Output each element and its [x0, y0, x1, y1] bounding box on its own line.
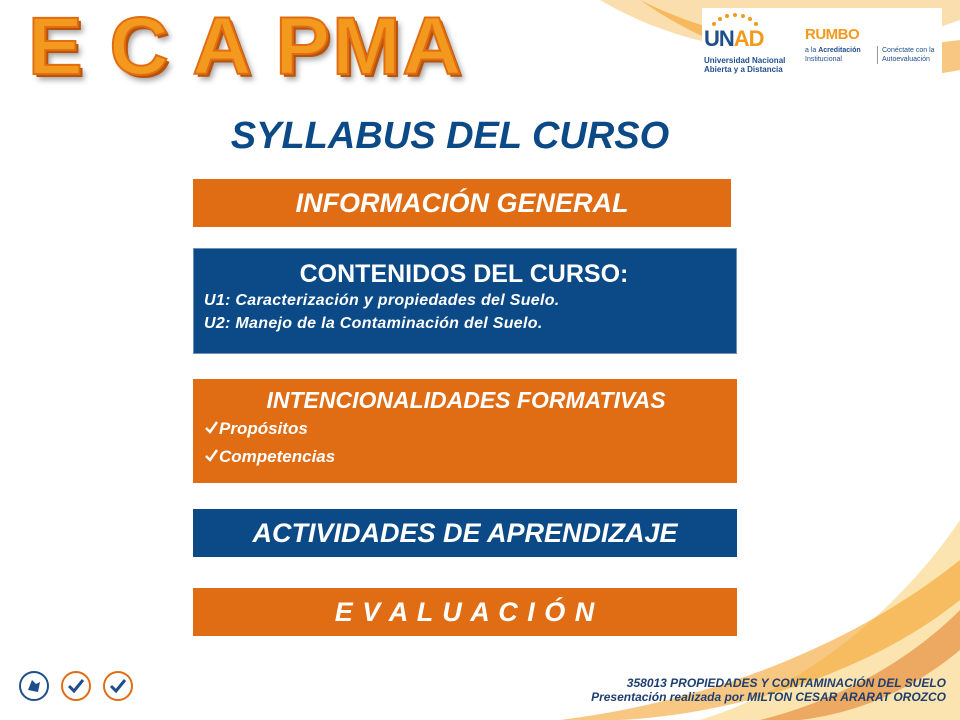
unad-logo [702, 12, 797, 82]
intention-item-label: Propósitos [219, 419, 308, 438]
quality-seals [18, 670, 138, 710]
unad-subtitle-line2: Abierta y a Distancia [704, 65, 783, 74]
rumbo-line1-bold: Acreditación [818, 47, 861, 54]
general-info-box[interactable]: INFORMACIÓN GENERAL [193, 179, 731, 227]
checkmark-icon [205, 421, 218, 434]
rumbo-line1-prefix: a la [805, 47, 819, 54]
rumbo-right-line2: Autoevaluación [882, 56, 930, 63]
intention-item-competences [205, 443, 727, 471]
footer-course-line: 358013 PROPIEDADES Y CONTAMINACIÓN DEL SUELO [626, 676, 946, 690]
evaluation-box[interactable]: E V A L U A C I Ó N [193, 588, 737, 636]
rumbo-logo [805, 18, 940, 78]
unad-wordmark [704, 26, 764, 52]
unad-subtitle [704, 56, 785, 74]
colombia-seal-icon [18, 670, 50, 702]
footer-credits [591, 676, 946, 704]
formative-intentions-heading: INTENCIONALIDADES FORMATIVAS [266, 387, 666, 413]
rumbo-wordmark: RUMBO [805, 26, 860, 43]
formative-intentions-box[interactable] [193, 379, 737, 483]
quality-seal-icon [102, 670, 134, 702]
course-contents-heading: CONTENIDOS DEL CURSO: [299, 260, 629, 288]
footer-author-line: Presentación realizada por MILTON CESAR ARARAT OROZCO [591, 690, 946, 704]
unad-letter-n: N [718, 26, 734, 51]
intention-item-purposes [205, 415, 727, 443]
unad-letters-ad: AD [733, 26, 764, 51]
rumbo-self-evaluation [877, 46, 935, 64]
quality-seal-icon [60, 670, 92, 702]
rumbo-accreditation [805, 46, 861, 64]
unit-1-item: U1: Caracterización y propiedades del Suelo. [204, 292, 560, 309]
unad-letter-u: U [704, 26, 719, 51]
intention-item-label: Competencias [219, 447, 336, 466]
course-contents-box[interactable] [193, 248, 737, 354]
logos-area [702, 8, 942, 88]
unad-subtitle-line1: Universidad Nacional [704, 56, 786, 65]
brand-title: E C A PMA [28, 1, 464, 92]
rumbo-right-line1: Conéctate con la [882, 47, 935, 54]
unit-2-item: U2: Manejo de la Contaminación del Suelo. [204, 315, 543, 332]
checkmark-icon [205, 449, 218, 462]
learning-activities-box[interactable]: ACTIVIDADES DE APRENDIZAJE [193, 509, 737, 557]
slide-title: SYLLABUS DEL CURSO [230, 115, 670, 157]
rumbo-line2: Institucional [805, 56, 842, 63]
